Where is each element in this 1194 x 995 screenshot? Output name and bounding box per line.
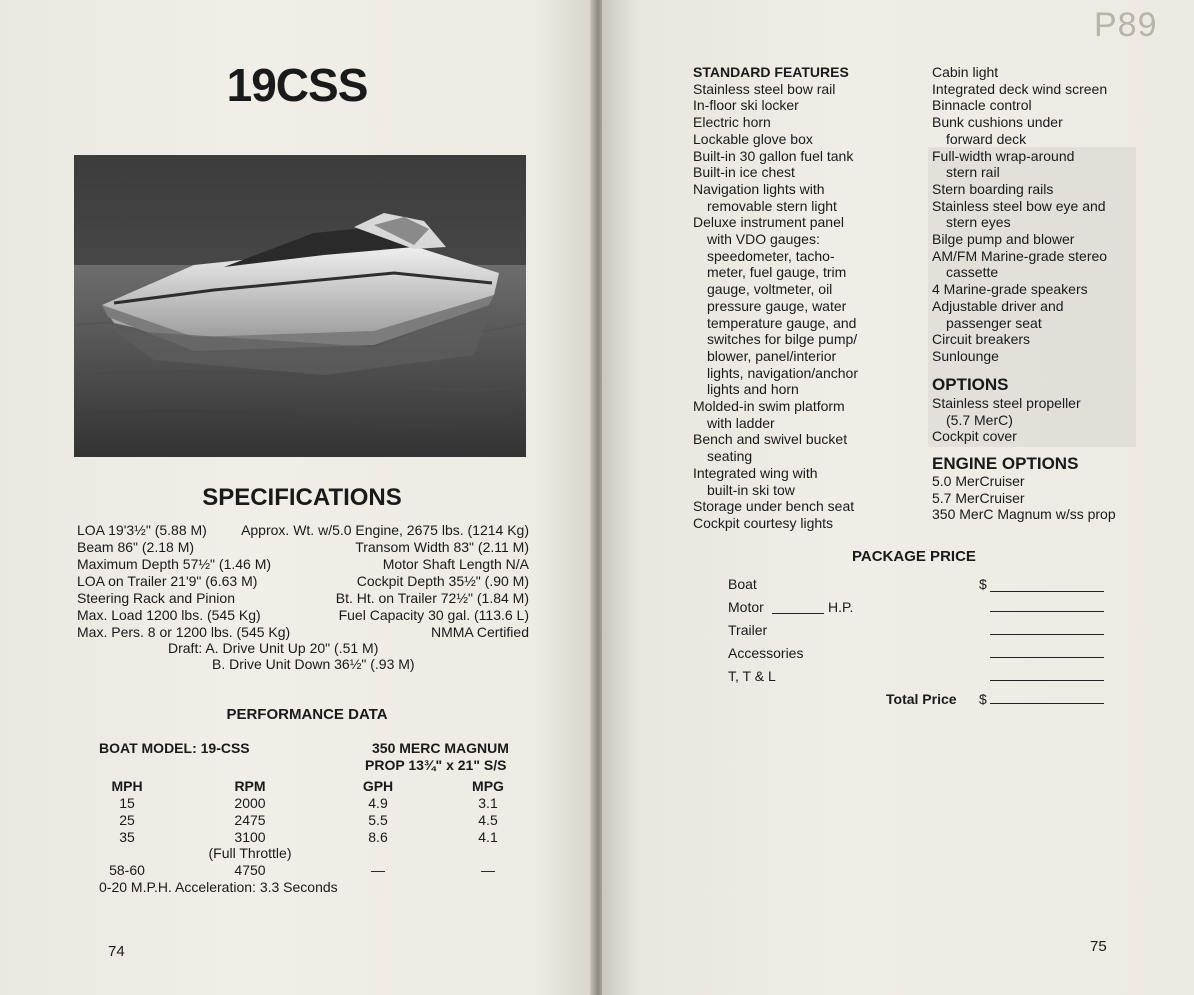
prop-spec: PROP 13¾" x 21" S/S — [365, 757, 507, 773]
trailer-price-line[interactable] — [990, 634, 1104, 635]
engine-options-list — [932, 473, 1116, 523]
spec-left: LOA on Trailer 21'9" (6.63 M) — [77, 573, 258, 589]
full-throttle-mph: 58-60 — [109, 862, 145, 878]
feature-item: Storage under bench seat — [693, 498, 855, 515]
full-throttle-gph: — — [371, 862, 385, 878]
engine-model: 350 MERC MAGNUM — [372, 740, 509, 756]
standard-features-column-1 — [693, 64, 858, 532]
ttl-label: T, T & L — [728, 668, 776, 684]
perf-cell: 8.6 — [368, 829, 388, 845]
page-number-right: 75 — [1090, 938, 1107, 955]
spec-left: Max. Load 1200 lbs. (545 Kg) — [77, 607, 261, 623]
spec-right: Motor Shaft Length N/A — [382, 556, 529, 572]
perf-cell: 5.5 — [368, 812, 388, 828]
feature-item: Navigation lights with — [693, 180, 825, 197]
engine-option-item: 5.0 MerCruiser — [932, 473, 1025, 489]
acceleration: 0-20 M.P.H. Acceleration: 3.3 Seconds — [99, 879, 338, 895]
feature-item: gauge, voltmeter, oil — [707, 281, 833, 298]
hp-label: H.P. — [828, 599, 854, 615]
feature-item: Binnacle control — [932, 97, 1032, 114]
feature-item: cassette — [946, 264, 999, 281]
boat-price-line[interactable] — [990, 591, 1104, 592]
feature-item: Lockable glove box — [693, 130, 813, 147]
spec-right: Fuel Capacity 30 gal. (113.6 L) — [338, 607, 529, 623]
motor-label: Motor — [728, 599, 764, 615]
trailer-label: Trailer — [728, 622, 768, 638]
full-throttle-note: (Full Throttle) — [208, 845, 292, 861]
perf-cell: 2000 — [234, 795, 266, 811]
feature-item: Deluxe instrument panel — [693, 214, 844, 231]
model-title: 19CSS — [226, 59, 368, 111]
full-throttle-rpm: 4750 — [234, 862, 266, 878]
option-item: Cockpit cover — [932, 428, 1017, 445]
speedboat-icon — [74, 155, 526, 457]
feature-item: forward deck — [946, 130, 1027, 147]
perf-cell: 4.1 — [478, 829, 498, 845]
feature-item: Cockpit courtesy lights — [693, 514, 834, 531]
perf-cell: 25 — [119, 812, 135, 828]
spec-left: Maximum Depth 57½" (1.46 M) — [77, 556, 272, 572]
total-price-label: Total Price — [886, 691, 957, 707]
feature-item: speedometer, tacho- — [707, 247, 835, 264]
feature-item: Bunk cushions under — [932, 114, 1063, 131]
feature-item: Stern boarding rails — [932, 180, 1054, 197]
feature-item: meter, fuel gauge, trim — [707, 264, 847, 281]
accessories-label: Accessories — [728, 645, 804, 661]
feature-item: Cabin light — [932, 64, 999, 80]
option-item: (5.7 MerC) — [946, 411, 1013, 428]
package-price-heading: PACKAGE PRICE — [852, 548, 976, 565]
perf-cell: 3.1 — [478, 795, 498, 811]
option-item: Stainless steel propeller — [932, 395, 1081, 411]
motor-hp-line[interactable] — [772, 613, 824, 614]
perf-cell: 2475 — [234, 812, 266, 828]
perf-col-header: RPM — [234, 778, 266, 794]
feature-item: Adjustable driver and — [932, 297, 1064, 314]
perf-cell: 4.9 — [368, 795, 388, 811]
feature-item: pressure gauge, water — [707, 297, 847, 314]
specifications-heading: SPECIFICATIONS — [202, 484, 402, 511]
spec-right: NMMA Certified — [430, 624, 529, 640]
feature-item: Built-in ice chest — [693, 164, 795, 181]
feature-item: seating — [707, 448, 753, 465]
total-price-line[interactable] — [990, 703, 1104, 704]
feature-item: switches for bilge pump/ — [707, 331, 858, 348]
feature-item: with ladder — [707, 414, 775, 431]
spec-row — [77, 607, 529, 624]
feature-item: lights and horn — [707, 381, 799, 398]
perf-cell: 3100 — [234, 829, 266, 845]
perf-col-header: MPG — [472, 778, 504, 794]
feature-item: Integrated deck wind screen — [932, 80, 1108, 97]
standard-features-column-2 — [932, 64, 1107, 365]
feature-item: Stainless steel bow rail — [693, 80, 836, 97]
feature-item: built-in ski tow — [707, 481, 795, 498]
feature-item: Stainless steel bow eye and — [932, 197, 1106, 214]
spec-left: Steering Rack and Pinion — [77, 590, 235, 606]
ttl-price-line[interactable] — [990, 680, 1104, 681]
feature-item: passenger seat — [946, 314, 1042, 331]
spec-left: Max. Pers. 8 or 1200 lbs. (545 Kg) — [77, 624, 291, 640]
feature-item: Circuit breakers — [932, 331, 1031, 348]
feature-item: Full-width wrap-around — [932, 147, 1075, 164]
performance-heading: PERFORMANCE DATA — [226, 706, 388, 723]
engine-option-item: 5.7 MerCruiser — [932, 489, 1025, 506]
feature-item: In-floor ski locker — [693, 97, 799, 114]
feature-item: Integrated wing with — [693, 464, 818, 481]
spec-row — [77, 539, 529, 556]
feature-item: Electric horn — [693, 114, 771, 131]
standard-features-heading: STANDARD FEATURES — [693, 64, 849, 80]
boat-label: Boat — [728, 576, 757, 592]
perf-col-header: MPH — [111, 778, 143, 794]
options-list — [932, 395, 1081, 445]
spec-right: Transom Width 83" (2.11 M) — [355, 539, 529, 555]
feature-item: 4 Marine-grade speakers — [932, 281, 1088, 298]
options-heading: OPTIONS — [932, 375, 1009, 394]
feature-item: blower, panel/interior — [707, 347, 837, 364]
accessories-price-line[interactable] — [990, 657, 1104, 658]
spec-row — [77, 590, 529, 607]
feature-item: lights, navigation/anchor — [707, 364, 858, 381]
feature-item: AM/FM Marine-grade stereo — [932, 247, 1108, 264]
feature-item: removable stern light — [707, 197, 837, 214]
draft-a: Draft: A. Drive Unit Up 20" (.51 M) — [168, 640, 379, 656]
feature-item: stern rail — [946, 164, 1000, 181]
engine-option-item: 350 MerC Magnum w/ss prop — [932, 506, 1116, 523]
feature-item: Bilge pump and blower — [932, 231, 1075, 248]
engine-options-heading: ENGINE OPTIONS — [932, 454, 1079, 473]
feature-item: stern eyes — [946, 214, 1011, 231]
handwritten-stamp: P89 — [1094, 6, 1158, 44]
perf-col-header: GPH — [362, 778, 394, 794]
speedboat-photo — [74, 155, 526, 457]
perf-cell: 35 — [119, 829, 135, 845]
boat-dollar: $ — [979, 576, 987, 592]
spec-row — [77, 522, 529, 539]
perf-cell: 15 — [119, 795, 135, 811]
spec-right: Cockpit Depth 35½" (.90 M) — [356, 573, 529, 589]
feature-item: Built-in 30 gallon fuel tank — [693, 147, 854, 164]
feature-item: with VDO gauges: — [707, 231, 820, 248]
spec-right: Approx. Wt. w/5.0 Engine, 2675 lbs. (1214 Kg) — [241, 522, 529, 538]
spec-left: LOA 19'3½" (5.88 M) — [77, 522, 207, 538]
spec-row — [77, 556, 529, 573]
spec-row — [77, 624, 529, 641]
feature-item: Sunlounge — [932, 347, 999, 364]
page-number-left: 74 — [108, 943, 125, 960]
motor-price-line[interactable] — [990, 611, 1104, 612]
full-throttle-mpg: — — [481, 862, 495, 878]
spec-row — [77, 573, 529, 590]
total-dollar: $ — [979, 691, 987, 707]
draft-b: B. Drive Unit Down 36½" (.93 M) — [212, 656, 415, 672]
boat-model: BOAT MODEL: 19-CSS — [99, 740, 250, 756]
feature-item: temperature gauge, and — [707, 314, 857, 331]
perf-cell: 4.5 — [478, 812, 498, 828]
spec-right: Bt. Ht. on Trailer 72½" (1.84 M) — [335, 590, 529, 606]
feature-item: Molded-in swim platform — [693, 398, 845, 415]
feature-item: Bench and swivel bucket — [693, 431, 848, 448]
spec-left: Beam 86" (2.18 M) — [77, 539, 195, 555]
